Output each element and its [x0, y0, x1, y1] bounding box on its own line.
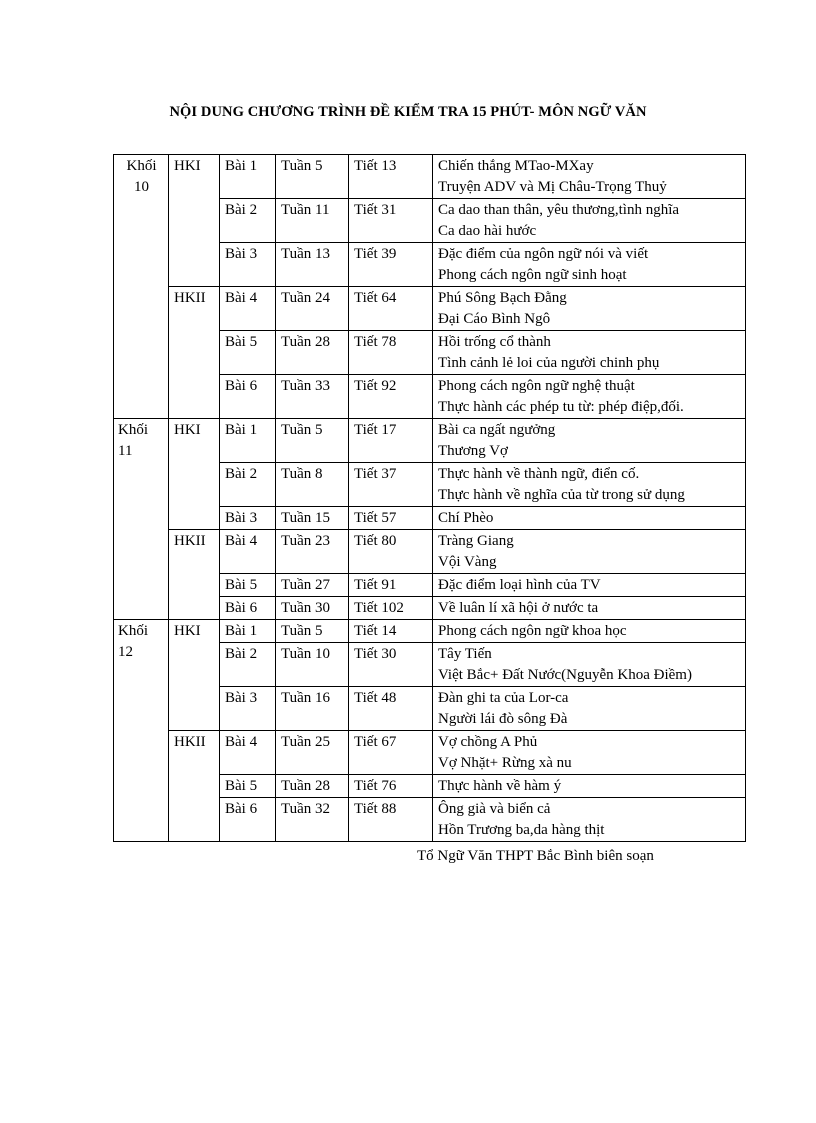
period-cell: Tiết 102: [349, 597, 433, 620]
content-line: Vợ Nhặt+ Rừng xà nu: [438, 755, 572, 771]
period-cell: Tiết 48: [349, 687, 433, 731]
lesson-cell: Bài 3: [220, 687, 276, 731]
lesson-cell: Bài 2: [220, 199, 276, 243]
period-cell: Tiết 76: [349, 775, 433, 798]
content-cell: [433, 419, 746, 463]
content-line: Thực hành về nghĩa của từ trong sử dụng: [438, 487, 685, 503]
content-line: Đàn ghi ta của Lor-ca: [438, 690, 569, 706]
week-cell: Tuần 13: [276, 243, 349, 287]
lesson-cell: Bài 5: [220, 775, 276, 798]
content-cell: [433, 620, 746, 643]
lesson-cell: Bài 5: [220, 331, 276, 375]
period-cell: Tiết 30: [349, 643, 433, 687]
period-cell: Tiết 92: [349, 375, 433, 419]
period-cell: Tiết 31: [349, 199, 433, 243]
content-line: Ca dao than thân, yêu thương,tình nghĩa: [438, 202, 680, 218]
content-line: Tình cảnh lẻ loi của người chinh phụ: [438, 355, 660, 371]
period-cell: Tiết 88: [349, 798, 433, 842]
content-line: Phú Sông Bạch Đằng: [438, 290, 567, 306]
week-cell: Tuần 30: [276, 597, 349, 620]
lesson-cell: Bài 3: [220, 507, 276, 530]
lesson-cell: Bài 4: [220, 731, 276, 775]
schedule-table: [113, 154, 746, 842]
content-cell: [433, 155, 746, 199]
week-cell: Tuần 23: [276, 530, 349, 574]
content-cell: [433, 530, 746, 574]
semester-cell: HKI: [169, 620, 220, 731]
week-cell: Tuần 5: [276, 620, 349, 643]
content-line: Vợ chồng A Phủ: [438, 734, 538, 750]
content-line: Phong cách ngôn ngữ khoa học: [438, 623, 627, 639]
content-line: Tây Tiến: [438, 646, 492, 662]
week-cell: Tuần 10: [276, 643, 349, 687]
week-cell: Tuần 24: [276, 287, 349, 331]
content-line: Bài ca ngất ngưởng: [438, 422, 556, 438]
content-cell: [433, 287, 746, 331]
semester-cell: HKII: [169, 287, 220, 419]
content-line: Đặc điểm của ngôn ngữ nói và viết: [438, 246, 649, 262]
content-cell: [433, 463, 746, 507]
grade-cell: Khối 12: [114, 620, 169, 842]
lesson-cell: Bài 2: [220, 463, 276, 507]
lesson-cell: Bài 1: [220, 419, 276, 463]
week-cell: Tuần 32: [276, 798, 349, 842]
content-line: Thực hành về thành ngữ, điển cố.: [438, 466, 640, 482]
week-cell: Tuần 8: [276, 463, 349, 507]
content-cell: [433, 243, 746, 287]
content-cell: [433, 199, 746, 243]
table-row: [114, 419, 746, 463]
week-cell: Tuần 5: [276, 155, 349, 199]
content-line: Phong cách ngôn ngữ nghệ thuật: [438, 378, 635, 394]
content-line: Vội Vàng: [438, 554, 497, 570]
semester-cell: HKII: [169, 731, 220, 842]
content-line: Đại Cáo Bình Ngô: [438, 311, 551, 327]
lesson-cell: Bài 4: [220, 530, 276, 574]
content-line: Ông già và biển cả: [438, 801, 551, 817]
table-row: [114, 530, 746, 574]
content-line: Thực hành các phép tu từ: phép điệp,đối.: [438, 399, 684, 415]
table-row: [114, 731, 746, 775]
semester-cell: HKI: [169, 155, 220, 287]
content-cell: [433, 507, 746, 530]
period-cell: Tiết 91: [349, 574, 433, 597]
week-cell: Tuần 15: [276, 507, 349, 530]
grade-cell: Khối 11: [114, 419, 169, 620]
content-line: Thương Vợ: [438, 443, 508, 459]
period-cell: Tiết 14: [349, 620, 433, 643]
content-line: Đặc điểm loại hình của TV: [438, 577, 601, 593]
lesson-cell: Bài 2: [220, 643, 276, 687]
content-cell: [433, 798, 746, 842]
content-cell: [433, 731, 746, 775]
semester-cell: HKI: [169, 419, 220, 530]
period-cell: Tiết 57: [349, 507, 433, 530]
content-line: Hồi trống cổ thành: [438, 334, 551, 350]
period-cell: Tiết 37: [349, 463, 433, 507]
week-cell: Tuần 11: [276, 199, 349, 243]
lesson-cell: Bài 4: [220, 287, 276, 331]
content-line: Về luân lí xã hội ở nước ta: [438, 600, 599, 616]
table-row: [114, 155, 746, 199]
period-cell: Tiết 64: [349, 287, 433, 331]
content-cell: [433, 597, 746, 620]
lesson-cell: Bài 6: [220, 597, 276, 620]
period-cell: Tiết 39: [349, 243, 433, 287]
lesson-cell: Bài 6: [220, 375, 276, 419]
content-line: Người lái đò sông Đà: [438, 711, 568, 727]
schedule-body: [114, 155, 746, 842]
content-cell: [433, 375, 746, 419]
table-row: [114, 620, 746, 643]
content-line: Tràng Giang: [438, 533, 514, 549]
week-cell: Tuần 5: [276, 419, 349, 463]
week-cell: Tuần 27: [276, 574, 349, 597]
content-line: Chiến thắng MTao-MXay: [438, 158, 594, 174]
period-cell: Tiết 80: [349, 530, 433, 574]
grade-cell: Khối 10: [114, 155, 169, 419]
lesson-cell: Bài 5: [220, 574, 276, 597]
content-line: Việt Bắc+ Đất Nước(Nguyễn Khoa Điềm): [438, 667, 692, 683]
lesson-cell: Bài 6: [220, 798, 276, 842]
content-cell: [433, 643, 746, 687]
week-cell: Tuần 28: [276, 775, 349, 798]
content-cell: [433, 574, 746, 597]
semester-cell: HKII: [169, 530, 220, 620]
content-cell: [433, 687, 746, 731]
content-line: Truyện ADV và Mị Châu-Trọng Thuỷ: [438, 179, 667, 195]
period-cell: Tiết 67: [349, 731, 433, 775]
document-title: NỘI DUNG CHƯƠNG TRÌNH ĐỀ KIỂM TRA 15 PHÚT- MÔN NGỮ VĂN: [169, 104, 647, 120]
week-cell: Tuần 33: [276, 375, 349, 419]
content-line: Thực hành về hàm ý: [438, 778, 562, 794]
week-cell: Tuần 25: [276, 731, 349, 775]
content-cell: [433, 775, 746, 798]
week-cell: Tuần 28: [276, 331, 349, 375]
footer-note: Tổ Ngữ Văn THPT Bắc Bình biên soạn: [417, 848, 654, 864]
lesson-cell: Bài 3: [220, 243, 276, 287]
content-line: Ca dao hài hước: [438, 223, 537, 239]
content-line: Phong cách ngôn ngữ sinh hoạt: [438, 267, 627, 283]
period-cell: Tiết 78: [349, 331, 433, 375]
content-cell: [433, 331, 746, 375]
content-line: Chí Phèo: [438, 510, 494, 526]
table-row: [114, 287, 746, 331]
lesson-cell: Bài 1: [220, 620, 276, 643]
period-cell: Tiết 17: [349, 419, 433, 463]
lesson-cell: Bài 1: [220, 155, 276, 199]
period-cell: Tiết 13: [349, 155, 433, 199]
week-cell: Tuần 16: [276, 687, 349, 731]
content-line: Hồn Trương ba,da hàng thịt: [438, 822, 605, 838]
